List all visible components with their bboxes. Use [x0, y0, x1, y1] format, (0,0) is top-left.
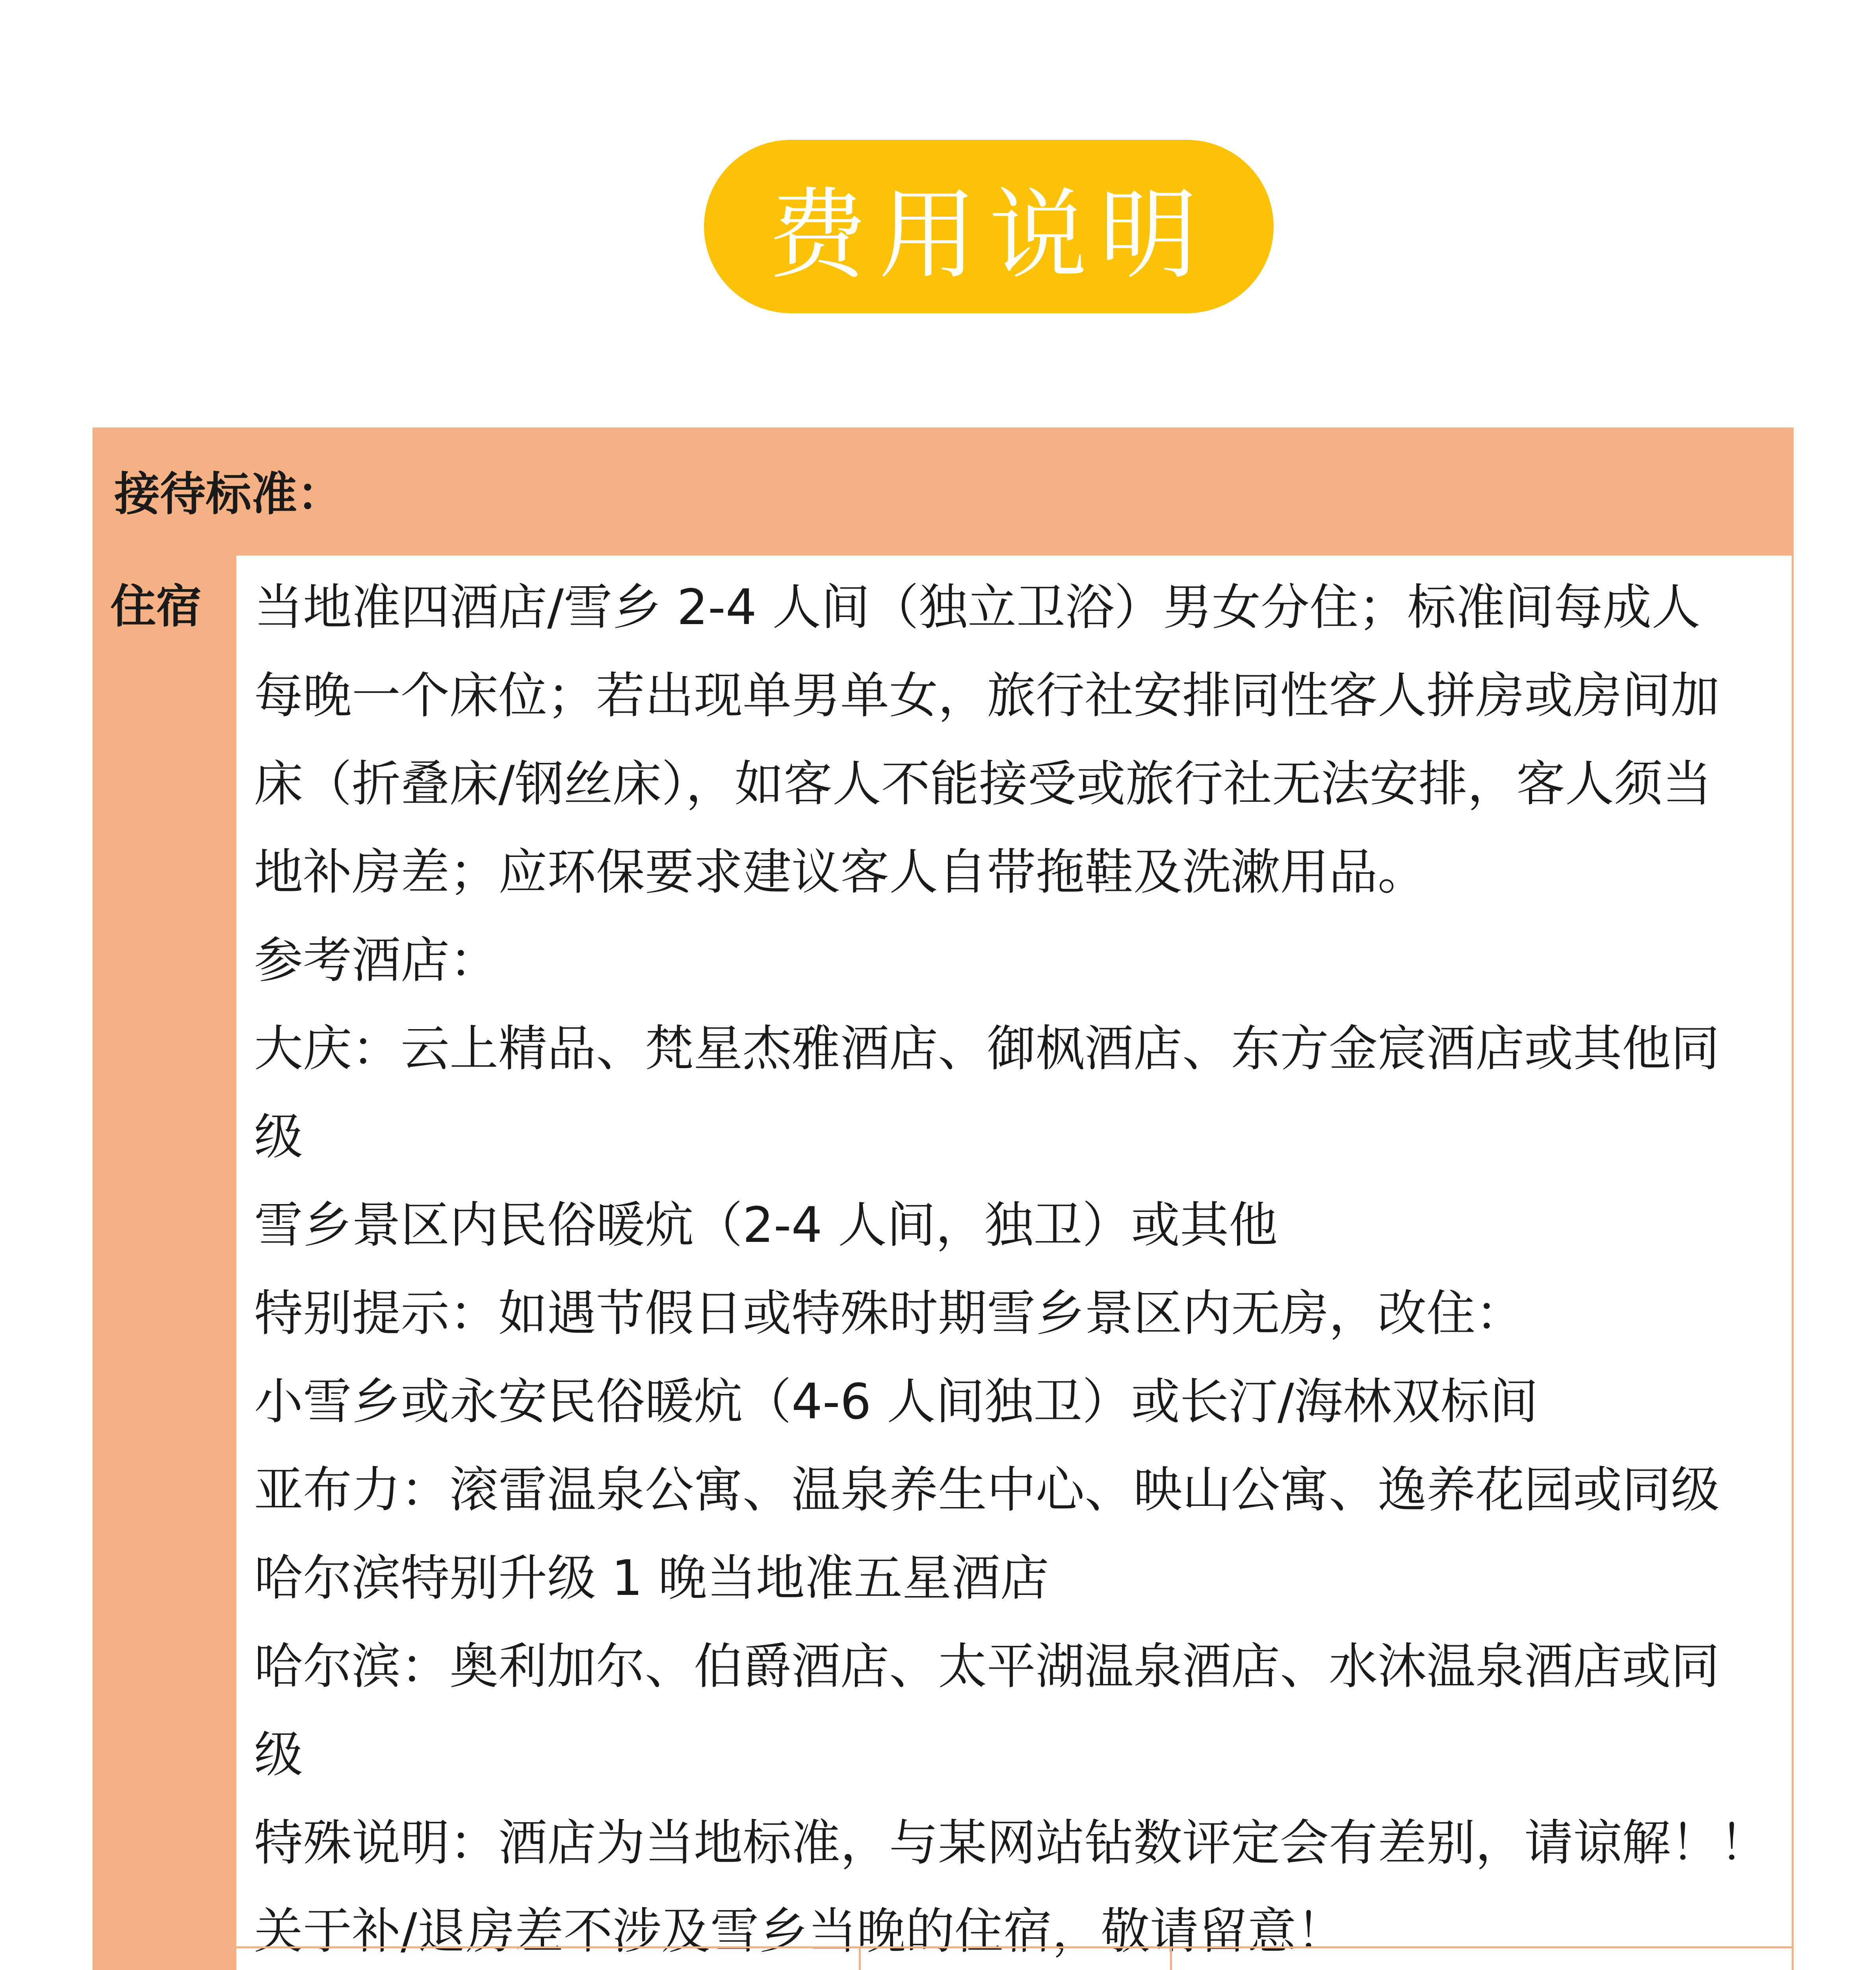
- col-schedule-header-cell: [234, 1946, 861, 1970]
- lodging-line: 雪乡景区内民俗暖炕（2-4 人间，独卫）或其他: [254, 1197, 1278, 1254]
- lodging-line: 床（折叠床/钢丝床），如客人不能接受或旅行社无法安排，客人须当: [254, 756, 1712, 812]
- lodging-line: 大庆：云上精品、梵星杰雅酒店、御枫酒店、东方金宸酒店或其他同: [254, 1020, 1720, 1077]
- lodging-line: 关于补/退房差不涉及雪乡当晚的住宿，敬请留意！: [254, 1903, 1345, 1960]
- table-header-row: [93, 427, 1794, 556]
- page-title: 费用说明: [768, 178, 1209, 292]
- lodging-line: 级: [254, 1727, 303, 1783]
- lodging-line: 参考酒店：: [254, 932, 499, 989]
- lodging-line: 亚布力：滚雷温泉公寓、温泉养生中心、映山公寓、逸养花园或同级: [254, 1462, 1720, 1518]
- lodging-content-cell: [234, 554, 1794, 1960]
- lodging-label-cell: [93, 554, 236, 1948]
- lodging-line: 级: [254, 1109, 303, 1165]
- lodging-line: 小雪乡或永安民俗暖炕（4-6 人间独卫）或长汀/海林双标间: [254, 1373, 1538, 1430]
- lodging-line: 每晚一个床位；若出现单男单女，旅行社安排同性客人拼房或房间加: [254, 667, 1720, 724]
- lodging-line: 特殊说明：酒店为当地标准，与某网站钻数评定会有差别，请谅解！！: [254, 1815, 1769, 1872]
- col-schedule-header: [236, 1954, 352, 1970]
- title-banner: [704, 140, 1274, 313]
- lodging-line: 地补房差；应环保要求建议客人自带拖鞋及洗漱用品。: [254, 844, 1427, 901]
- table-header-text: 接待标准：: [114, 468, 343, 521]
- col-refund-header-cell: [1170, 1946, 1794, 1970]
- room-diff-label-cell: [93, 1946, 236, 1970]
- lodging-line: 特别提示：如遇节假日或特殊时期雪乡景区内无房，改住：: [254, 1285, 1525, 1342]
- col-single-header: [861, 1954, 1025, 1970]
- col-single-header-cell: [859, 1946, 1172, 1970]
- lodging-line: 哈尔滨：奥利加尔、伯爵酒店、太平湖温泉酒店、水沐温泉酒店或同: [254, 1638, 1720, 1695]
- col-refund-header-line1: [1172, 1954, 1629, 1970]
- lodging-line: 当地准四酒店/雪乡 2-4 人间（独立卫浴）男女分住；标准间每成人: [254, 579, 1701, 636]
- lodging-label: 住宿: [110, 580, 202, 633]
- lodging-line: 哈尔滨特别升级 1 晚当地准五星酒店: [254, 1550, 1049, 1607]
